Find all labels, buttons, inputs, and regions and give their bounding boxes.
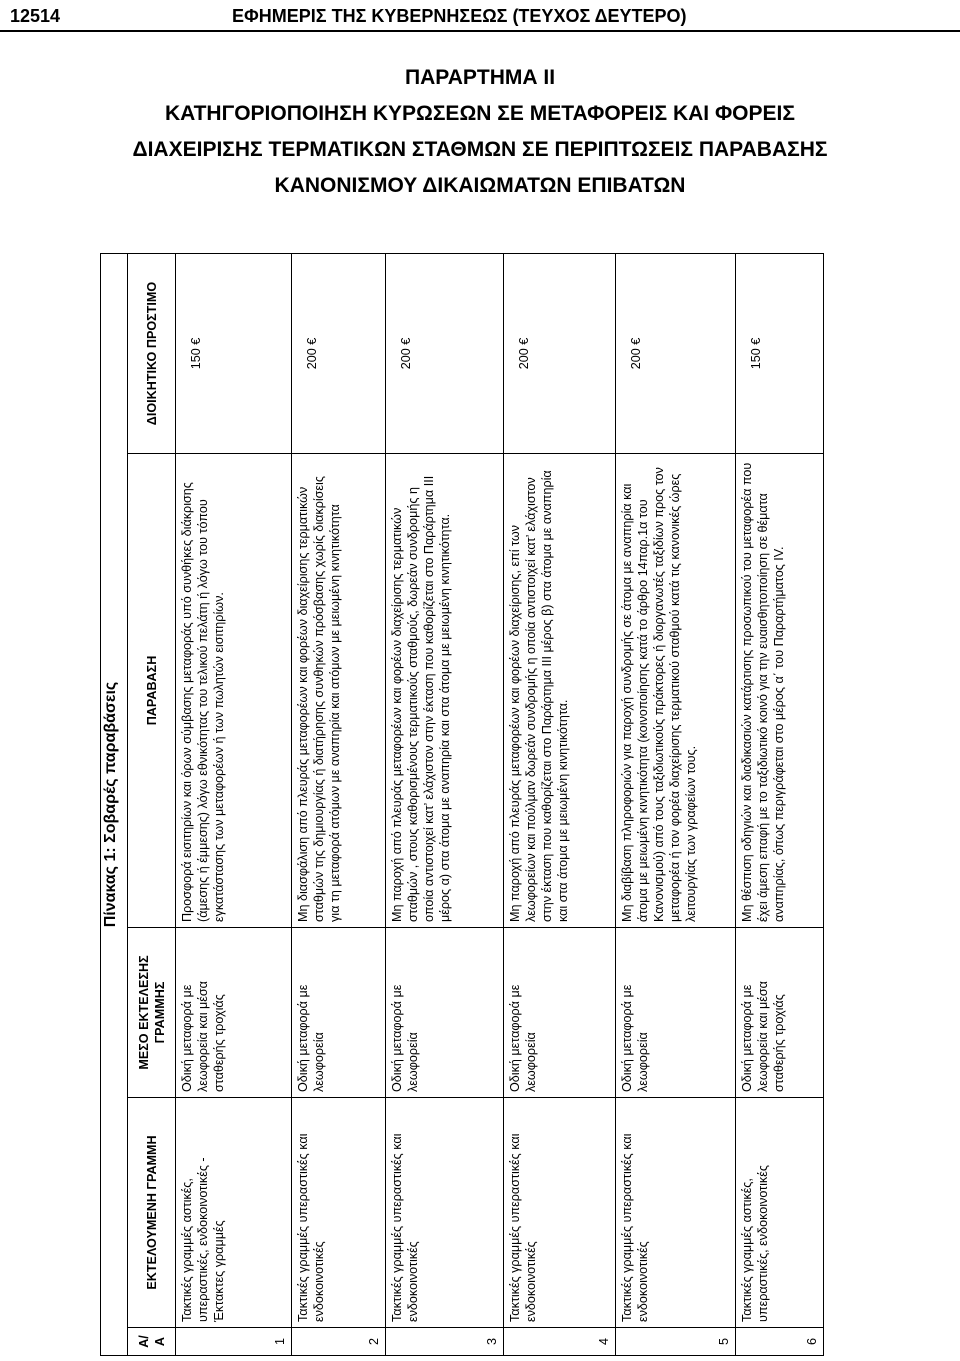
table-row — [616, 254, 736, 1356]
row-mode: Οδική μεταφορά με λεωφορεία — [616, 928, 736, 1098]
row-number: 1 — [176, 1328, 292, 1356]
row-number: 4 — [504, 1328, 616, 1356]
row-line: Τακτικές γραμμές αστικές, υπεραστικές, ενδοκοινοτικές — [736, 1098, 824, 1328]
table-row — [386, 254, 504, 1356]
row-fine: 200 € — [386, 254, 504, 454]
table-row — [504, 254, 616, 1356]
annex-title: ΠΑΡΑΡΤΗΜΑ ΙΙ — [404, 66, 556, 89]
annex-subtitle-line-2: ΔΙΑΧΕΙΡΙΣΗΣ ΤΕΡΜΑΤΙΚΩΝ ΣΤΑΘΜΩΝ ΣΕ ΠΕΡΙΠΤΩΣΕΙΣ ΠΑΡΑΒΑΣΗΣ — [132, 138, 828, 161]
row-number: 2 — [292, 1328, 386, 1356]
annex-subtitle-line-1: ΚΑΤΗΓΟΡΙΟΠΟΙΗΣΗ ΚΥΡΩΣΕΩΝ ΣΕ ΜΕΤΑΦΟΡΕΙΣ ΚΑΙ ΦΟΡΕΙΣ — [165, 102, 795, 125]
header-fine: ΔΙΟΙΚΗΤΙΚΟ ΠΡΟΣΤΙΜΟ — [128, 254, 176, 454]
row-violation: Μη παροχή από πλευράς μεταφορέων και φορέων διαχείρισης τερματικών σταθμών , στους καθορισμένους τερματικούς σταθμούς, δωρεάν συνδρομής η οποία αντιστοιχεί κατ’ ελάχιστον στην έκταση που καθορίζεται στο Παράρτημα ΙΙΙ μέρος α) στα άτομα με αναπηρία και στα άτομα με μειωμένη κινητικότητα. — [386, 454, 504, 928]
row-mode: Οδική μεταφορά με λεωφορεία — [292, 928, 386, 1098]
row-number: 5 — [616, 1328, 736, 1356]
row-fine: 200 € — [292, 254, 386, 454]
header-aa: Α/Α — [128, 1328, 176, 1356]
row-fine: 200 € — [504, 254, 616, 454]
header-violation: ΠΑΡΑΒΑΣΗ — [128, 454, 176, 928]
table-row — [736, 254, 824, 1356]
header-rule — [0, 30, 960, 32]
table-row — [292, 254, 386, 1356]
row-violation: Μη διαβίβαση πληροφοριών για παροχή συνδρομής σε άτομα με αναπηρία και άτομα με μειωμένη κινητικότητα (κοινοποίησης κατά το άρθρο 14παρ.1α του Κανονισμού) από τους ταξιδιωτικούς πράκτορες ή διοργανωτές ταξιδίων προς τον μεταφορέα ή τον φορέα διαχείρισης τερματικού σταθμού κατά τις κανονικές ώρες λειτουργίας των γραφείων τους. — [616, 454, 736, 928]
annex-subtitle-line-3: ΚΑΝΟΝΙΣΜΟΥ ΔΙΚΑΙΩΜΑΤΩΝ ΕΠΙΒΑΤΩΝ — [274, 174, 686, 197]
row-line: Τακτικές γραμμές υπεραστικές και ενδοκοινοτικές — [386, 1098, 504, 1328]
table-title: Πίνακας 1: Σοβαρές παραβάσεις — [101, 254, 128, 1356]
row-fine: 200 € — [616, 254, 736, 454]
page-header — [0, 0, 960, 40]
row-violation: Μη θέσπιση οδηγιών και διαδικασιών κατάρτισης προσωπικού του μεταφορέα που έχει άμεση επαφή με το ταξιδιωτικό κοινό για την ευαισθητοποίηση σε θέματα αναπηρίας, όπως περιγράφεται στο μέρος α΄ του Παραρτήματος IV. — [736, 454, 824, 928]
row-fine: 150 € — [736, 254, 824, 454]
row-number: 3 — [386, 1328, 504, 1356]
row-number: 6 — [736, 1328, 824, 1356]
row-fine: 150 € — [176, 254, 292, 454]
row-violation: Μη διασφάλιση από πλευράς μεταφορέων και φορέων διαχείρισης τερματικών σταθμών της δημιουργίας ή διατήρησης συνθηκών πρόσβασης χωρίς διακρίσεις για τη μεταφορά ατόμων με αναπηρία και ατόμων με μειωμένη κινητικότητα — [292, 454, 386, 928]
table-row — [176, 254, 292, 1356]
row-violation: Μη παροχή από πλευράς μεταφορέων και φορέων διαχείρισης, επί των λεωφορείων και πούλμαν δωρεάν συνδρομής η οποία αντιστοιχεί κατ’ ελάχιστον στην έκταση που καθορίζεται στο Παράρτημα ΙΙΙ μέρος β) στα άτομα με αναπηρία και στα άτομα με μειωμένη κινητικότητα. — [504, 454, 616, 928]
violations-table-container — [100, 254, 819, 1356]
header-mode: ΜΕΣΟ ΕΚΤΕΛΕΣΗΣ ΓΡΑΜΜΗΣ — [128, 928, 176, 1098]
row-line: Τακτικές γραμμές υπεραστικές και ενδοκοινοτικές — [504, 1098, 616, 1328]
header-line: ΕΚΤΕΛΟΥΜΕΝΗ ΓΡΑΜΜΗ — [128, 1098, 176, 1328]
row-mode: Οδική μεταφορά με λεωφορεία και μέσα σταθερής τροχιάς — [736, 928, 824, 1098]
violations-table — [100, 253, 824, 1356]
row-line: Τακτικές γραμμές υπεραστικές και ενδοκοινοτικές — [292, 1098, 386, 1328]
gazette-title: ΕΦΗΜΕΡΙΣ ΤΗΣ ΚΥΒΕΡΝΗΣΕΩΣ (ΤΕΥΧΟΣ ΔΕΥΤΕΡΟ) — [232, 6, 687, 26]
row-mode: Οδική μεταφορά με λεωφορεία — [504, 928, 616, 1098]
row-line: Τακτικές γραμμές αστικές, υπεραστικές, ενδοκοινοτικές - Έκτακτες γραμμές — [176, 1098, 292, 1328]
row-mode: Οδική μεταφορά με λεωφορεία και μέσα σταθερής τροχιάς — [176, 928, 292, 1098]
row-line: Τακτικές γραμμές υπεραστικές και ενδοκοινοτικές — [616, 1098, 736, 1328]
page-number: 12514 — [10, 6, 61, 26]
row-violation: Προσφορά εισιτηρίων και όρων σύμβασης μεταφοράς υπό συνθήκες διάκρισης (άμεσης ή έμμεσης) λόγω εθνικότητας του τελικού πελάτη ή λόγω του τόπου εγκατάστασης των μεταφορέων ή των πωλητών εισιτηρίων. — [176, 454, 292, 928]
row-mode: Οδική μεταφορά με λεωφορεία — [386, 928, 504, 1098]
annex-heading — [0, 60, 960, 204]
